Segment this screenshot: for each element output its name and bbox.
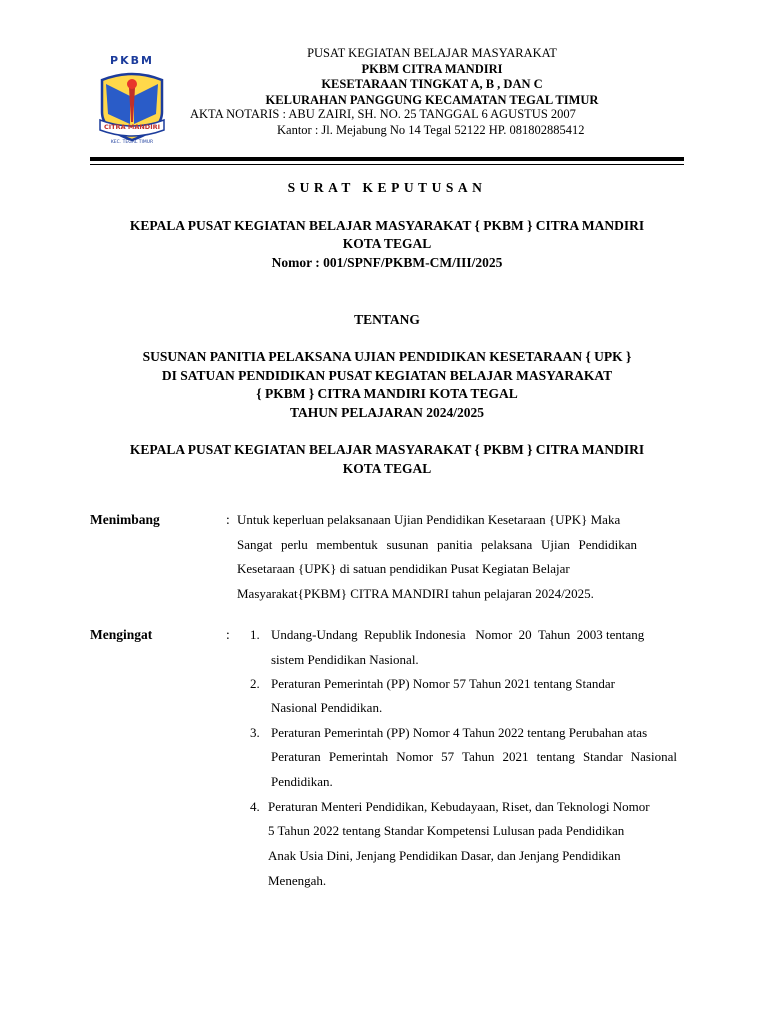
list-item-line: 5 Tahun 2022 tentang Standar Kompetensi Lulusan pada Pendidikan bbox=[268, 823, 625, 838]
menimbang-line: Masyarakat{PKBM} CITRA MANDIRI tahun pelajaran 2024/2025. bbox=[237, 586, 594, 601]
subject-line-2: DI SATUAN PENDIDIKAN PUSAT KEGIATAN BELAJAR MASYARAKAT bbox=[161, 368, 613, 383]
logo-band-text: CITRA MANDIRI bbox=[103, 123, 161, 131]
list-item-line: Anak Usia Dini, Jenjang Pendidikan Dasar, dan Jenjang Pendidikan bbox=[268, 848, 621, 863]
letterhead-rule-thin bbox=[90, 164, 684, 165]
org-level: KESETARAAN TINGKAT A, B , DAN C bbox=[321, 77, 543, 91]
logo-flame-shape bbox=[127, 79, 137, 89]
logo-bottom-text: KEC. TEGAL TIMUR bbox=[110, 140, 154, 145]
list-number: 3. bbox=[250, 725, 260, 740]
issuer-line-1: KEPALA PUSAT KEGIATAN BELAJAR MASYARAKAT { PKBM } CITRA MANDIRI bbox=[129, 218, 645, 233]
logo-top-text: PKBM bbox=[110, 54, 154, 67]
pkbm-logo bbox=[90, 50, 174, 146]
org-location: KELURAHAN PANGGUNG KECAMATAN TEGAL TIMUR bbox=[265, 93, 599, 107]
office-address: Kantor : Jl. Mejabung No 14 Tegal 52122 HP. 081802885412 bbox=[277, 123, 585, 137]
list-number: 4. bbox=[250, 799, 260, 814]
letterhead-rule-thick bbox=[90, 157, 684, 161]
org-name: PUSAT KEGIATAN BELAJAR MASYARAKAT bbox=[307, 46, 557, 60]
list-item-line: Pendidikan. bbox=[271, 774, 333, 789]
list-item-line: Menengah. bbox=[268, 873, 327, 888]
menimbang-line: Kesetaraan {UPK} di satuan pendidikan Pusat Kegiatan Belajar bbox=[237, 561, 570, 576]
menimbang-line: Sangat perlu membentuk susunan panitia pelaksana Ujian Pendidikan bbox=[237, 537, 637, 552]
mengingat-colon: : bbox=[226, 627, 230, 642]
list-item-line: Peraturan Pemerintah Nomor 57 Tahun 2021 tentang Standar Nasional bbox=[271, 749, 677, 764]
mengingat-label: Mengingat bbox=[90, 627, 153, 642]
list-item-line: Peraturan Menteri Pendidikan, Kebudayaan, Riset, dan Teknologi Nomor bbox=[268, 799, 650, 814]
document-number: Nomor : 001/SPNF/PKBM-CM/III/2025 bbox=[271, 255, 503, 270]
list-number: 1. bbox=[250, 627, 260, 642]
head-line-2: KOTA TEGAL bbox=[342, 461, 432, 476]
list-number: 2. bbox=[250, 676, 260, 691]
list-item-line: sistem Pendidikan Nasional. bbox=[271, 652, 419, 667]
org-unit: PKBM CITRA MANDIRI bbox=[361, 62, 503, 76]
issuer-line-2: KOTA TEGAL bbox=[342, 236, 432, 251]
document-title: SURAT KEPUTUSAN bbox=[287, 180, 487, 195]
menimbang-colon: : bbox=[226, 512, 230, 527]
about-heading: TENTANG bbox=[354, 312, 420, 327]
menimbang-label: Menimbang bbox=[90, 512, 160, 527]
list-item-line: Undang-Undang Republik Indonesia Nomor 20 Tahun 2003 tentang bbox=[271, 627, 645, 642]
list-item-line: Nasional Pendidikan. bbox=[271, 700, 383, 715]
list-item-line: Peraturan Pemerintah (PP) Nomor 57 Tahun 2021 tentang Standar bbox=[271, 676, 616, 691]
subject-line-4: TAHUN PELAJARAN 2024/2025 bbox=[289, 405, 484, 420]
list-item-line: Peraturan Pemerintah (PP) Nomor 4 Tahun 2022 tentang Perubahan atas bbox=[271, 725, 648, 740]
subject-line-3: { PKBM } CITRA MANDIRI KOTA TEGAL bbox=[256, 386, 518, 401]
notary-deed: AKTA NOTARIS : ABU ZAIRI, SH. NO. 25 TANGGAL 6 AGUSTUS 2007 bbox=[190, 107, 576, 121]
head-line-1: KEPALA PUSAT KEGIATAN BELAJAR MASYARAKAT { PKBM } CITRA MANDIRI bbox=[129, 442, 645, 457]
menimbang-line: Untuk keperluan pelaksanaan Ujian Pendidikan Kesetaraan {UPK} Maka bbox=[237, 512, 621, 527]
subject-line-1: SUSUNAN PANITIA PELAKSANA UJIAN PENDIDIKAN KESETARAAN { UPK } bbox=[142, 349, 632, 364]
